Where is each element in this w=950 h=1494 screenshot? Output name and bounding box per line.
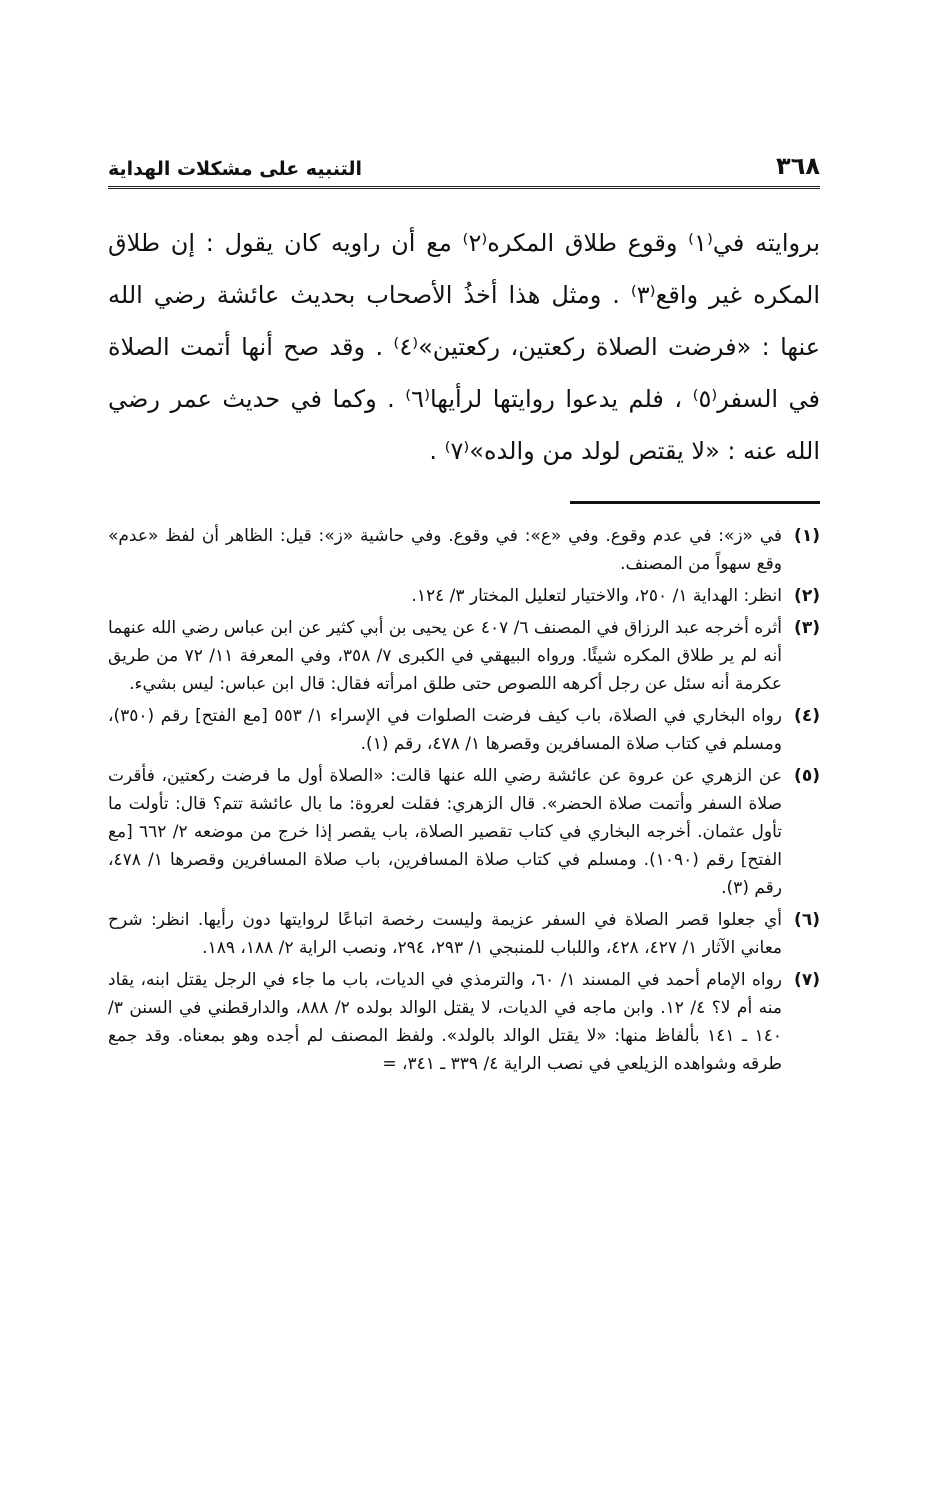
- page-number: ٣٦٨: [776, 152, 820, 180]
- footnote-number: (٢): [794, 586, 820, 606]
- book-page: [108, 140, 820, 1082]
- footnote-text: انظر: الهداية ١/ ٢٥٠، والاختيار لتعليل المختار ٣/ ١٢٤.: [411, 586, 782, 606]
- footnote-number: (١): [794, 526, 820, 546]
- footnote-6: [108, 906, 820, 962]
- main-text: [108, 217, 820, 477]
- footnote-number: (٧): [794, 970, 820, 990]
- footnote-3: [108, 614, 820, 698]
- footnote-1: [108, 522, 820, 578]
- footnote-separator: [570, 501, 820, 504]
- footnote-text: أي جعلوا قصر الصلاة في السفر عزيمة وليست رخصة اتباعًا لروايتها دون رأيها. انظر: شرح معاني الآثار ١/ ٤٢٧، ٤٢٨، واللباب للمنبجي ١/ ٢٩٣، ٢٩٤، ونصب الراية ٢/ ١٨٨، ١٨٩.: [108, 910, 782, 958]
- footnote-4: [108, 702, 820, 758]
- page-header: [108, 140, 820, 189]
- footnotes: [108, 522, 820, 1078]
- footnote-text: رواه البخاري في الصلاة، باب كيف فرضت الصلوات في الإسراء ١/ ٥٥٣ [مع الفتح] رقم (٣٥٠)، ومسلم في كتاب صلاة المسافرين وقصرها ١/ ٤٧٨، رقم (١).: [108, 706, 782, 754]
- footnote-text: رواه الإمام أحمد في المسند ١/ ٦٠، والترمذي في الديات، باب ما جاء في الرجل يقتل ابنه، يقاد منه أم لا؟ ٤/ ١٢. وابن ماجه في الديات، لا يقتل الوالد بولده ٢/ ٨٨٨، والدارقطني في السنن ٣/ ١٤٠ ـ ١٤١ بألفاظ منها: «لا يقتل الوالد بالولد». ولفظ المصنف لم أجده وهو بمعناه. وقد جمع طرقه وشواهده الزيلعي في نصب الراية ٤/ ٣٣٩ ـ ٣٤١، =: [108, 970, 783, 1074]
- main-paragraph: بروايته في⁽١⁾ وقوع طلاق المكره⁽٢⁾ مع أن راويه كان يقول : إن طلاق المكره غير واقع⁽٣⁾ . ومثل هذا أخذُ الأصحاب بحديث عائشة رضي الله عنها : «فرضت الصلاة ركعتين، ركعتين»⁽٤⁾ . وقد صح أنها أتمت الصلاة في السفر⁽٥⁾ ، فلم يدعوا روايتها لرأيها⁽٦⁾ . وكما في حديث عمر رضي الله عنه : «لا يقتص لولد من والده»⁽٧⁾ .: [108, 229, 821, 465]
- footnote-number: (٤): [794, 706, 820, 726]
- footnote-2: [108, 582, 820, 610]
- footnote-5: [108, 762, 820, 902]
- running-title: التنبيه على مشكلات الهداية: [108, 158, 362, 180]
- footnote-text: عن الزهري عن عروة عن عائشة رضي الله عنها قالت: «الصلاة أول ما فرضت ركعتين، فأقرت صلاة السفر وأتمت صلاة الحضر». قال الزهري: فقلت لعروة: ما بال عائشة تتم؟ قال: تأولت ما تأول عثمان. أخرجه البخاري في كتاب تقصير الصلاة، باب يقصر إذا خرج من موضعه ٢/ ٦٦٢ [مع الفتح] رقم (١٠٩٠). ومسلم في كتاب صلاة المسافرين، باب صلاة المسافرين وقصرها ١/ ٤٧٨، رقم (٣).: [108, 766, 783, 898]
- footnote-text: في «ز»: في عدم وقوع. وفي «ع»: في وقوع. وفي حاشية «ز»: قيل: الظاهر أن لفظ «عدم» وقع سهواً من المصنف.: [108, 526, 782, 574]
- footnote-number: (٦): [794, 910, 820, 930]
- footnote-7: [108, 966, 820, 1078]
- footnote-number: (٥): [794, 766, 820, 786]
- footnote-number: (٣): [794, 618, 820, 638]
- footnote-text: أثره أخرجه عبد الرزاق في المصنف ٦/ ٤٠٧ عن يحيى بن أبي كثير عن ابن عباس رضي الله عنهما أنه لم ير طلاق المكره شيئًا. ورواه البيهقي في الكبرى ٧/ ٣٥٨، وفي المعرفة ١١/ ٧٢ من طريق عكرمة أنه سئل عن رجل أكرهه اللصوص حتى طلق امرأته فقال: قال ابن عباس: ليس بشيء.: [107, 618, 783, 694]
